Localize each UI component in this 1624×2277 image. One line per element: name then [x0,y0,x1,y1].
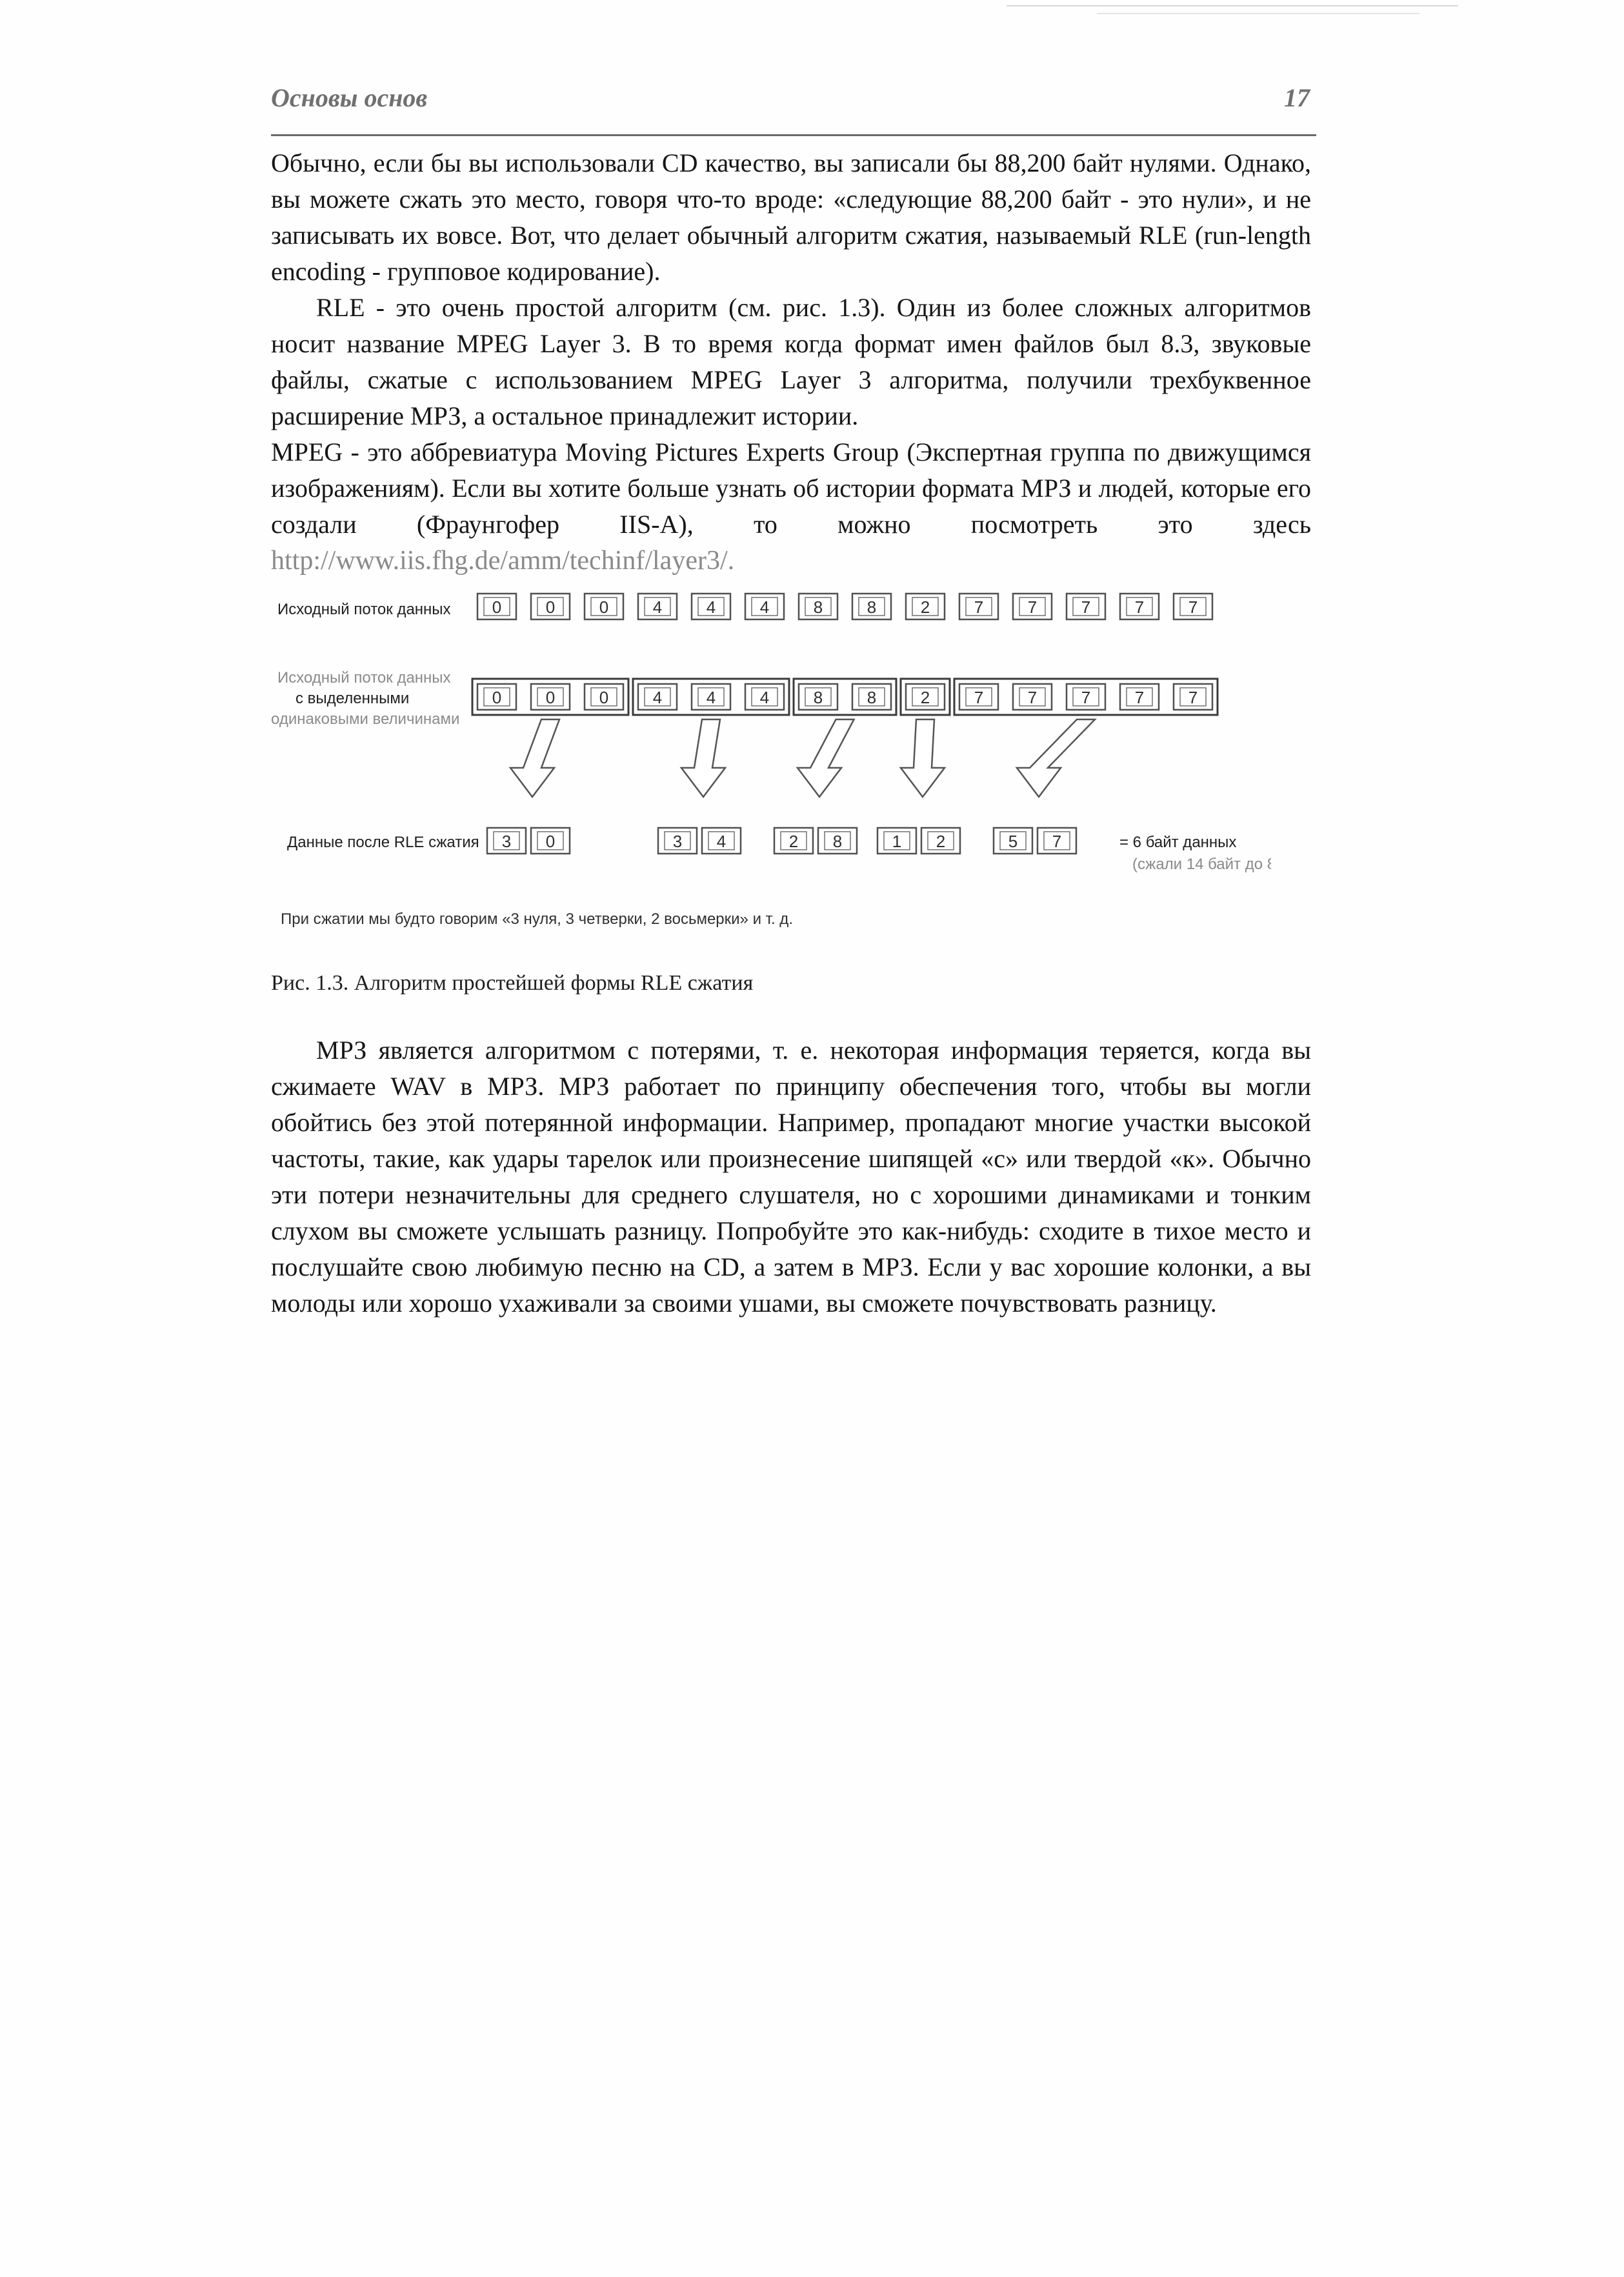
paragraph-3-text: MPEG - это аббревиатура Moving Pictures Experts Group (Экспертная группа по движущимся изображениям). Если вы хотите больше узнать об истории формата МРЗ и людей, которые его создали (Фраунгофер IIS-A), то можно посмотреть это здесь [271,437,1311,539]
row2-cell: 4 [652,688,663,707]
row3-note-line1: = 6 байт данных [1119,834,1237,851]
row2-cell: 7 [1134,688,1145,707]
arrows [510,719,1095,797]
row2-cells [477,684,1212,710]
row2-cell: 0 [492,688,502,707]
row1-cell: 4 [652,597,663,617]
figure-caption: Рис. 1.3. Алгоритм простейшей формы RLE сжатия [271,971,754,995]
paragraph-2: RLE - это очень простой алгоритм (см. рис. 1.3). Один из более сложных алгоритмов носит название MPEG Layer 3. В то время когда формат имен файлов был 8.3, звуковые файлы, сжатые с использованием MPEG Layer 3 алгоритма, получили трехбуквенное расширение МРЗ, а остальное принадлежит истории. [271,293,1311,430]
scan-edge-mark [1097,13,1419,14]
text-block-bottom [271,1032,1311,1321]
row3-cell: 5 [1008,832,1018,851]
paragraph-4: МРЗ является алгоритмом с потерями, т. е. некоторая информация теряется, когда вы сжимаете WAV в МРЗ. МРЗ работает по принципу обеспечения того, чтобы вы могли обойтись без этой потерянной информации. Например, пропадают многие участки высокой частоты, такие, как удары тарелок или произнесение шипящей «с» или твердой «к». Обычно эти потери незначительны для среднего слушателя, но с хорошими динамиками и тонким слухом вы сможете услышать разницу. Попробуйте это как-нибудь: сходите в тихое место и послушайте свою любимую песню на CD, а затем в МРЗ. Если у вас хорошие колонки, а вы молоды или хорошо ухаживали за своими ушами, вы сможете почувствовать разницу. [271,1036,1311,1318]
row3-cell: 2 [788,832,799,851]
header-title: Основы основ [271,83,428,112]
row2-cell: 4 [759,688,770,707]
row2-cell: 8 [867,688,877,707]
row2-label-line3: одинаковыми величинами [271,710,460,728]
row2-cell: 7 [974,688,984,707]
row3-cell: 3 [672,832,683,851]
row3-cell: 3 [501,832,512,851]
row1-cell: 7 [974,597,984,617]
row2-label-line1: Исходный поток данных [277,669,451,687]
row3-cell: 1 [892,832,902,851]
row2-cell: 0 [545,688,556,707]
row2-cell: 7 [1081,688,1091,707]
row2-cell: 2 [920,688,930,707]
row2-cell: 8 [813,688,823,707]
diagram-bottom-note: При сжатии мы будто говорим «3 нуля, 3 четверки, 2 восьмерки» и т. д. [281,910,793,928]
row1-cell: 0 [545,597,556,617]
row3-note-line2: (сжали 14 байт до 8) [1132,856,1271,873]
row3-cells [487,828,1076,854]
row1-cells [477,594,1212,619]
row3-cell: 7 [1052,832,1062,851]
row3-cell: 2 [936,832,946,851]
down-arrow [901,719,945,797]
row1-cell: 4 [759,597,770,617]
row1-cell: 7 [1188,597,1198,617]
row1-cell: 8 [813,597,823,617]
paragraph-1: Обычно, если бы вы использовали CD качество, вы записали бы 88,200 байт нулями. Однако, вы можете сжать это место, говоря что-то вроде: «следующие 88,200 байт - это нули», и не записывать их вовсе. Вот, что делает обычный алгоритм сжатия, называемый RLE (run-length encoding - групповое кодирование). [271,148,1311,286]
row2-label-line2: с выделенными [296,690,410,707]
row2-cell: 0 [599,688,609,707]
down-arrow [1017,719,1095,797]
url-link[interactable]: http://www.iis.fhg.de/amm/techinf/layer3/. [271,546,735,576]
row3-cell: 4 [716,832,727,851]
row1-label: Исходный поток данных [277,601,451,618]
row3-cell: 8 [832,832,843,851]
row2-cell: 4 [706,688,716,707]
down-arrow [681,719,725,797]
running-header [271,83,1316,136]
row2-cell: 7 [1027,688,1038,707]
row2-cell: 7 [1188,688,1198,707]
row1-cell: 0 [599,597,609,617]
text-block-top [271,145,1311,579]
row1-cell: 8 [867,597,877,617]
row3-label: Данные после RLE сжатия [287,834,479,851]
row1-cell: 7 [1081,597,1091,617]
row1-cell: 2 [920,597,930,617]
row1-cell: 7 [1134,597,1145,617]
rle-diagram [265,584,1271,945]
down-arrow [510,719,559,797]
down-arrow [797,719,854,797]
scan-edge-mark [1007,5,1458,6]
paragraph-3 [271,434,1311,579]
row3-cell: 0 [545,832,556,851]
row1-cell: 0 [492,597,502,617]
row1-cell: 7 [1027,597,1038,617]
page-number: 17 [1284,83,1310,112]
row1-cell: 4 [706,597,716,617]
